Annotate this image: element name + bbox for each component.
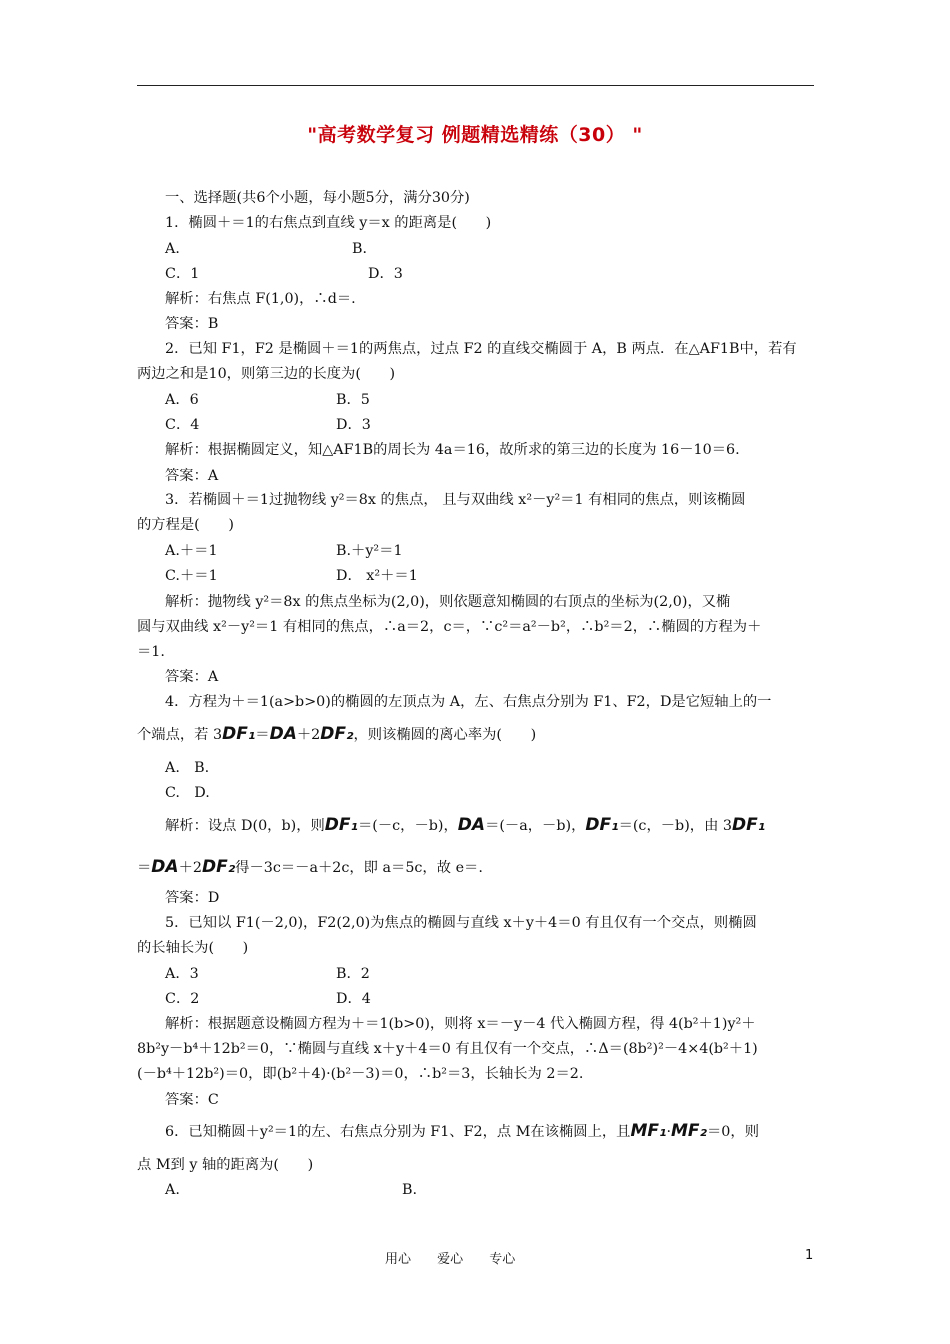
question-2-line-2: 两边之和是10，则第三边的长度为( ): [137, 366, 396, 382]
option-2b: B．5: [336, 392, 370, 408]
question-5-line-2: 的长轴长为( ): [137, 940, 249, 956]
question-5-line-1: 5．已知以 F1(－2,0)，F2(2,0)为焦点的椭圆与直线 x＋y＋4＝0 有且仅有一个交点，则椭圆: [165, 915, 757, 931]
option-3a: A.＋＝1: [165, 543, 218, 559]
header-rule: [137, 85, 814, 86]
vector-mf2: MF₂: [671, 1121, 707, 1141]
solution-3-line-2: 圆与双曲线 x²－y²＝1 有相同的焦点，∴a＝2，c＝，∵c²＝a²－b²，∴b²＝2，∴椭圆的方程为＋: [137, 619, 762, 635]
answer-2: 答案：A: [165, 468, 219, 484]
vector-df2: DF₂: [201, 857, 236, 877]
solution-1: 解析：右焦点 F(1,0)，∴d＝.: [165, 291, 356, 307]
page-number: 1: [805, 1248, 814, 1263]
option-1c: C．1: [165, 266, 200, 282]
options-4ab: A. B.: [165, 760, 210, 776]
footer-motto: 用心 爱心 专心: [385, 1252, 516, 1267]
section-heading: 一、选择题(共6个小题，每小题5分，满分30分): [165, 190, 470, 206]
option-6b: B.: [402, 1182, 418, 1198]
solution-2: 解析：根据椭圆定义，知△AF1B的周长为 4a＝16，故所求的第三边的长度为 16－10＝6.: [165, 442, 740, 458]
answer-1: 答案：B: [165, 316, 219, 332]
vector-mf1: MF₁: [630, 1121, 667, 1141]
question-6-line-2: 点 M到 y 轴的距离为( ): [137, 1157, 314, 1173]
vector-da: DA: [151, 857, 179, 877]
question-4-line-1: 4．方程为＋＝1(a>b>0)的椭圆的左顶点为 A，左、右焦点分别为 F1、F2，D是它短轴上的一: [165, 694, 772, 710]
solution-5-line-1: 解析：根据题意设椭圆方程为＋＝1(b>0)，则将 x＝－y－4 代入椭圆方程，得 4(b²＋1)y²＋: [165, 1016, 756, 1032]
question-3-line-1: 3．若椭圆＋＝1过抛物线 y²＝8x 的焦点， 且与双曲线 x²－y²＝1 有相同的焦点，则该椭圆: [165, 492, 746, 508]
solution-4-line-2: ＝DA＋2DF₂得－3c＝－a＋2c，即 a＝5c，故 e＝.: [137, 857, 483, 877]
solution-3-line-1: 解析：抛物线 y²＝8x 的焦点坐标为(2,0)，则依题意知椭圆的右顶点的坐标为(2,0)，又椭: [165, 594, 731, 610]
vector-df2: DF₂: [320, 724, 354, 744]
vector-df1: DF₁: [222, 724, 256, 744]
question-2-line-1: 2．已知 F1，F2 是椭圆＋＝1的两焦点，过点 F2 的直线交椭圆于 A，B 两点．在△AF1B中，若有: [165, 341, 797, 357]
answer-4: 答案：D: [165, 890, 220, 906]
option-1a: A．: [165, 241, 190, 257]
option-1b: B．: [352, 241, 377, 257]
option-3b: B.＋y²＝1: [336, 543, 403, 559]
answer-5: 答案：C: [165, 1092, 219, 1108]
option-5b: B．2: [336, 966, 370, 982]
solution-5-line-3: (－b⁴＋12b²)＝0，即(b²＋4)·(b²－3)＝0，∴b²＝3，长轴长为 2＝2.: [137, 1066, 584, 1082]
solution-4-line-1: 解析：设点 D(0，b)，则DF₁＝(－c，－b)，DA＝(－a，－b)，DF₁＝(c，－b)，由 3DF₁: [165, 815, 766, 835]
page-footer: [0, 1248, 950, 1268]
question-1: 1．椭圆＋＝1的右焦点到直线 y＝x 的距离是( ): [165, 215, 492, 231]
option-6a: A.: [165, 1182, 180, 1198]
solution-5-line-2: 8b²y－b⁴＋12b²＝0，∵椭圆与直线 x＋y＋4＝0 有且仅有一个交点，∴Δ＝(8b²)²－4×4(b²＋1): [137, 1041, 758, 1057]
question-6-line-1: 6．已知椭圆＋y²＝1的左、右焦点分别为 F1、F2，点 M在该椭圆上，且MF₁·MF₂＝0，则: [165, 1121, 759, 1141]
question-3-line-2: 的方程是( ): [137, 517, 234, 533]
vector-df1: DF₁: [324, 815, 358, 835]
option-3c: C.＋＝1: [165, 568, 218, 584]
solution-3-line-3: ＝1.: [137, 644, 165, 660]
option-2c: C．4: [165, 417, 200, 433]
page-title: "高考数学复习 例题精选精练（30） ": [307, 124, 643, 146]
vector-da: DA: [269, 724, 297, 744]
option-3d: D． x²＋＝1: [336, 568, 418, 584]
options-4cd: C. D.: [165, 785, 210, 801]
answer-3: 答案：A: [165, 669, 219, 685]
question-4-line-2: 个端点，若 3DF₁＝DA＋2DF₂，则该椭圆的离心率为( ): [137, 724, 537, 744]
option-2a: A．6: [165, 392, 199, 408]
vector-df1: DF₁: [732, 815, 766, 835]
vector-da: DA: [457, 815, 486, 835]
option-5c: C．2: [165, 991, 200, 1007]
option-5d: D．4: [336, 991, 371, 1007]
option-5a: A．3: [165, 966, 199, 982]
option-1d: D．3: [368, 266, 403, 282]
option-2d: D．3: [336, 417, 371, 433]
vector-df1: DF₁: [585, 815, 619, 835]
